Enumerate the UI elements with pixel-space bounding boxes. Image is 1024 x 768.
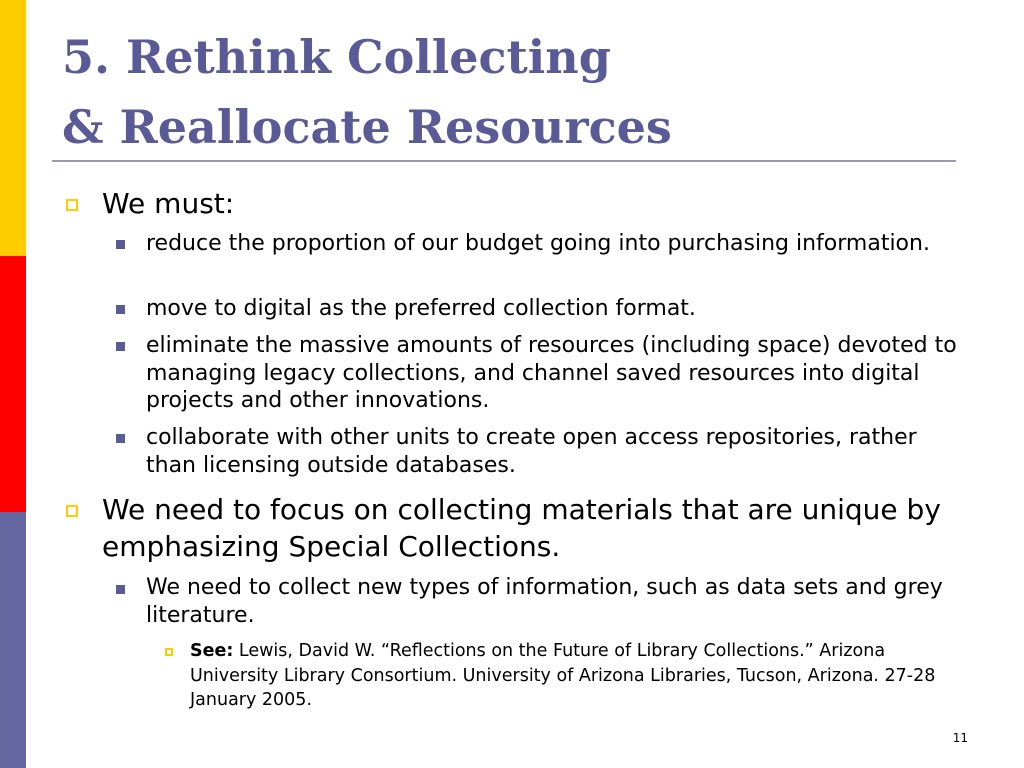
- sub-bullet-budget: reduce the proportion of our budget going into purchasing information.: [146, 231, 930, 256]
- hollow-square-bullet-icon: [66, 505, 78, 517]
- title-line-1: 5. Rethink Collecting: [62, 30, 611, 84]
- filled-square-bullet-icon: [116, 585, 125, 594]
- citation-label: See:: [190, 641, 234, 661]
- bullet-we-must: We must:: [102, 187, 235, 220]
- citation-see: [190, 639, 950, 713]
- title-line-2: & Reallocate Resources: [62, 100, 672, 154]
- hollow-square-bullet-icon: [165, 648, 173, 656]
- citation-text: Lewis, David W. “Reflections on the Future of Library Collections.” Arizona University Library Consortium. University of Arizona Libraries, Tucson, Arizona. 27-28 January 2005.: [190, 641, 936, 710]
- filled-square-bullet-icon: [116, 305, 125, 314]
- page-number: 11: [952, 731, 968, 745]
- sub-bullet-digital: move to digital as the preferred collection format.: [146, 296, 696, 321]
- bullet-special-collections: We need to focus on collecting materials that are unique by emphasizing Special Collections.: [102, 493, 941, 563]
- filled-square-bullet-icon: [116, 342, 125, 351]
- sub-bullet-legacy: eliminate the massive amounts of resources (including space) devoted to managing legacy collections, and channel saved resources into digital projects and other innovations.: [146, 333, 957, 413]
- filled-square-bullet-icon: [116, 240, 125, 249]
- sub-bullet-repositories: collaborate with other units to create open access repositories, rather than licensing outside databases.: [146, 425, 917, 478]
- filled-square-bullet-icon: [116, 434, 125, 443]
- sub-bullet-new-types: We need to collect new types of information, such as data sets and grey literature.: [146, 575, 943, 628]
- hollow-square-bullet-icon: [66, 199, 78, 211]
